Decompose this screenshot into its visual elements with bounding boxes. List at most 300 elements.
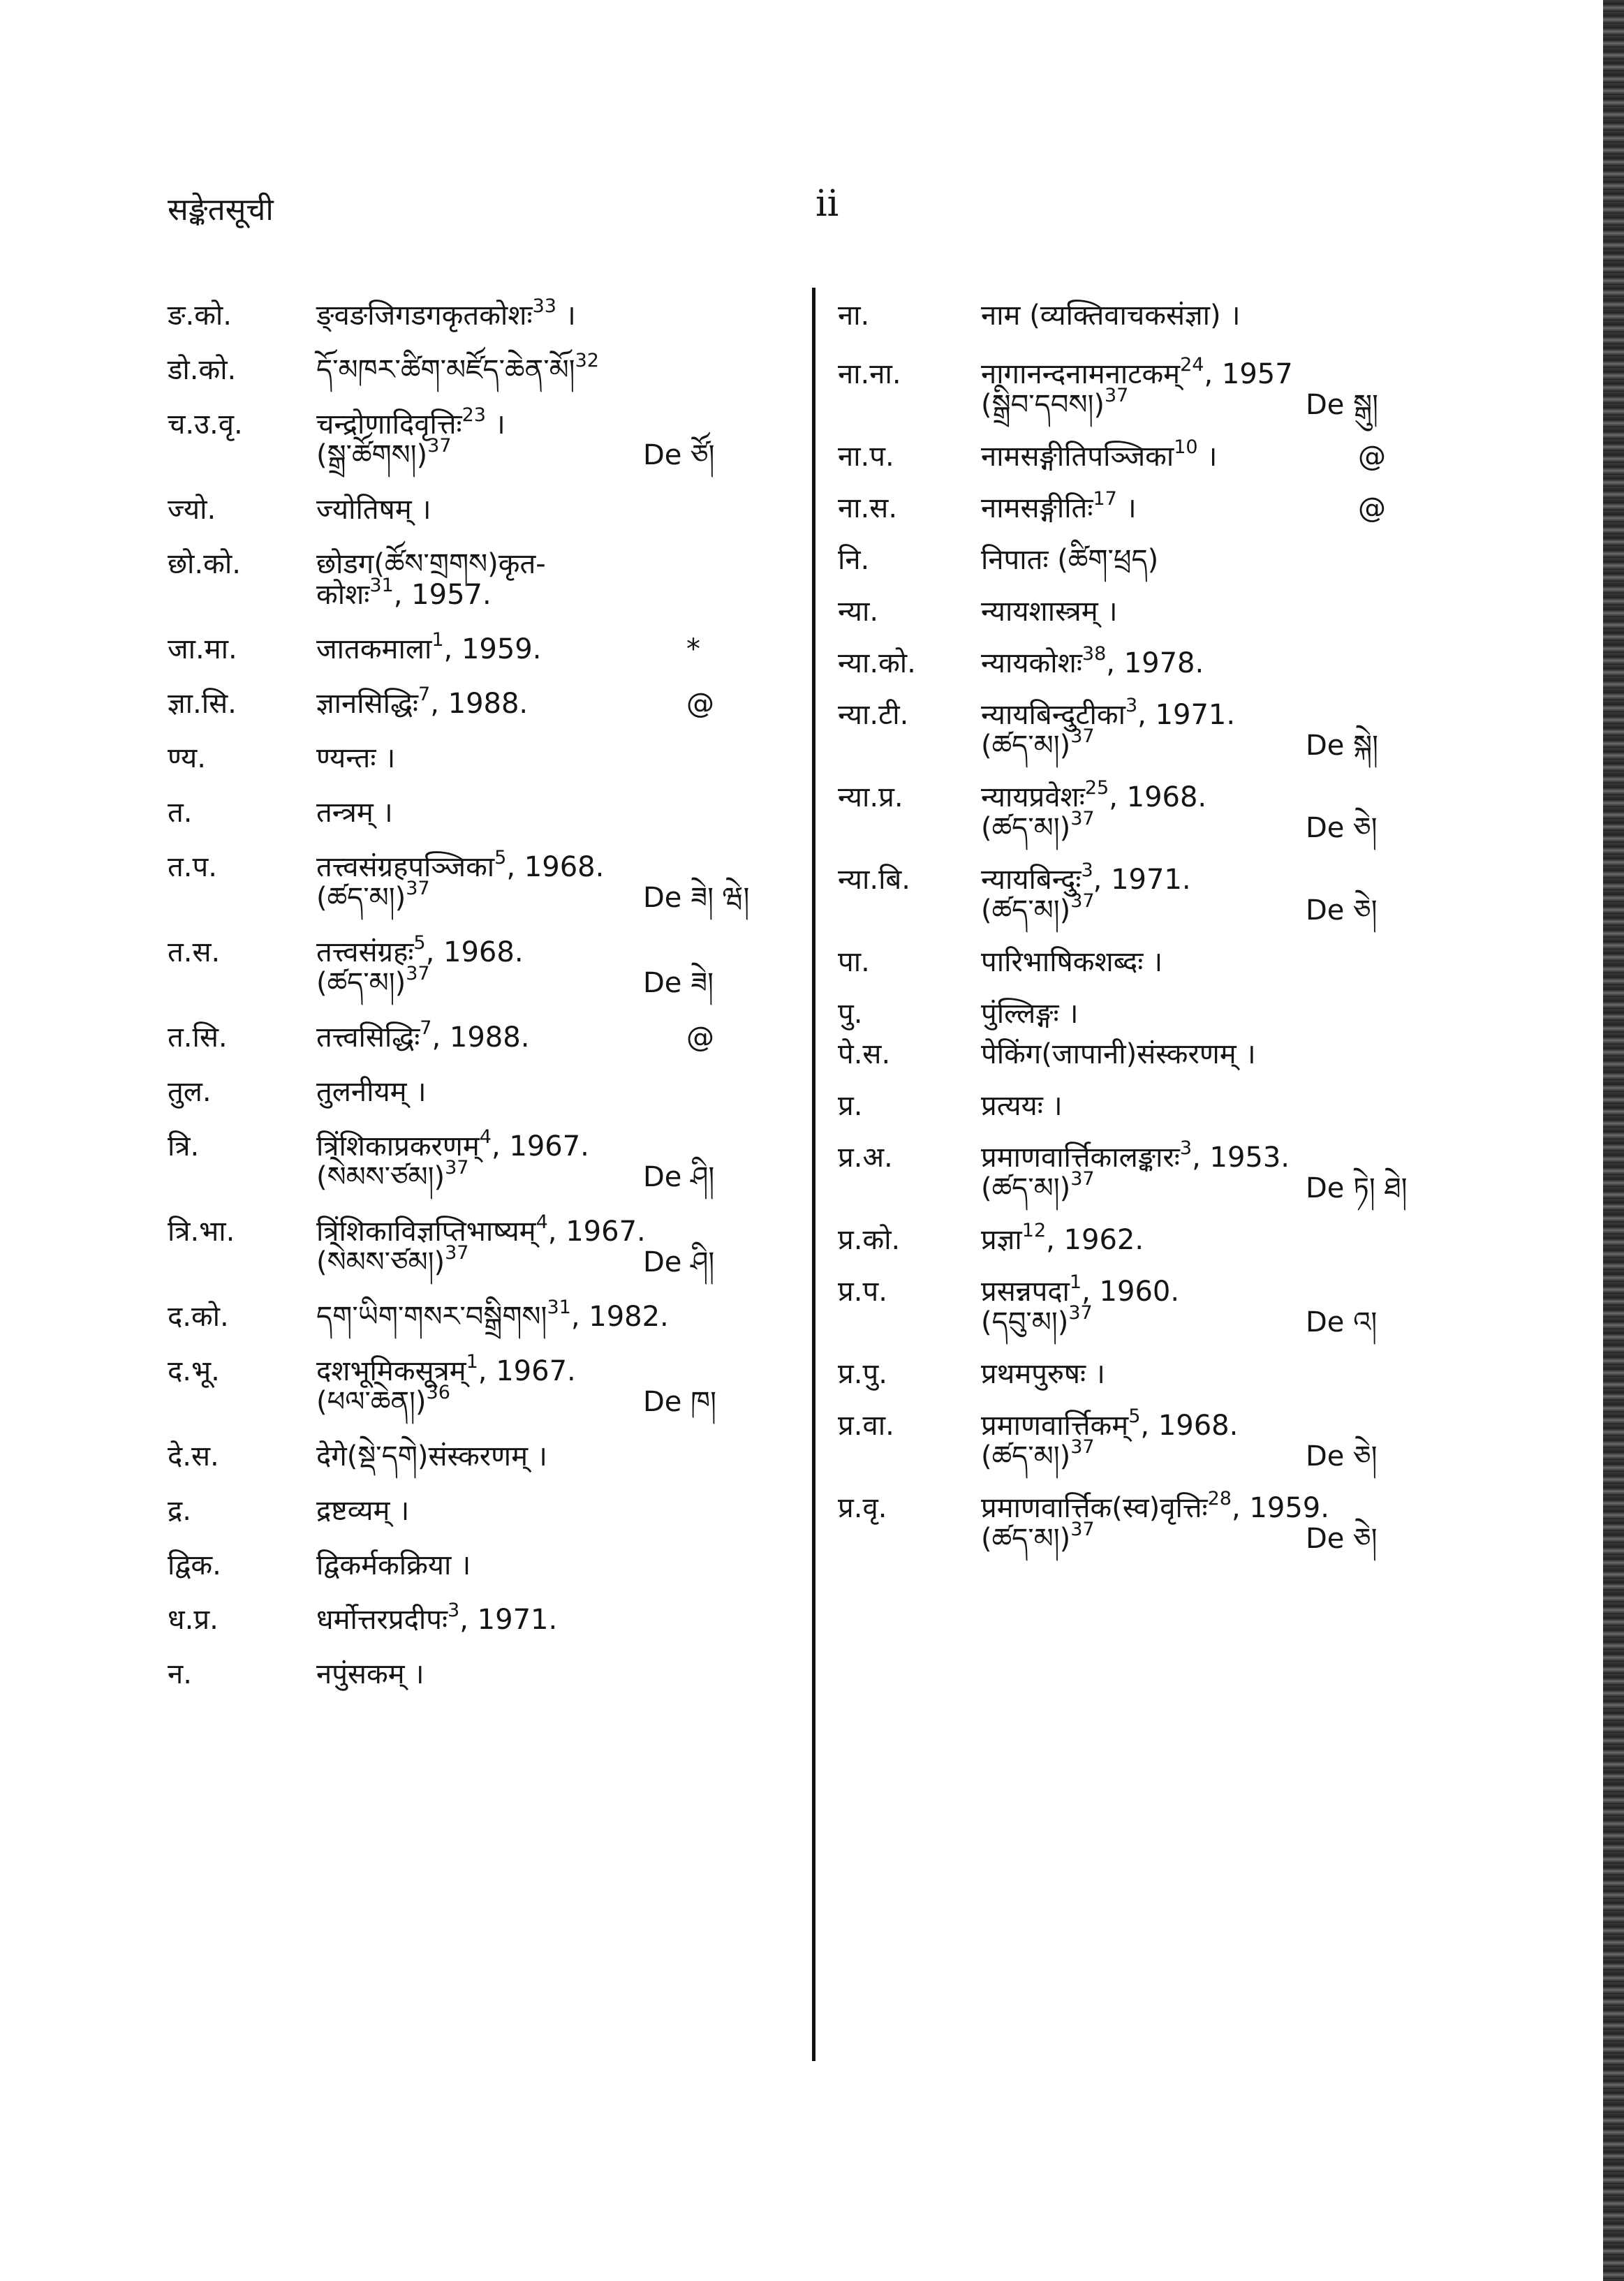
entry-main-text: प्रसन्नपदा: [981, 1276, 1070, 1308]
abbreviation: ज्ञा.सि.: [168, 688, 237, 720]
entry-description: [316, 1211, 782, 1278]
entry-text: [981, 807, 1095, 844]
entry-main-text: (ཚད་མ།): [981, 1440, 1071, 1472]
entry-line: [316, 628, 782, 665]
entry-text: [316, 494, 431, 525]
entry-main-text: न्यायकोशः: [981, 647, 1082, 679]
entry-description: [316, 1350, 782, 1418]
abbreviation-entry: [838, 694, 1410, 762]
entry-year: ।: [485, 408, 505, 441]
entry-line: [981, 889, 1410, 927]
entry-text: [316, 1156, 469, 1193]
entry-main-text: प्रज्ञा: [981, 1224, 1022, 1256]
abbreviation-entry: [168, 1550, 782, 1581]
reference-number: 7: [420, 1017, 432, 1039]
entry-text: [316, 846, 605, 883]
entry-text: [981, 1219, 1144, 1256]
entry-line: [316, 1077, 782, 1107]
reference-number: 37: [406, 877, 430, 899]
entry-line: [316, 797, 782, 828]
entry-line: [316, 1156, 782, 1193]
entry-main-text: (སེམས་ཙམ།): [316, 1246, 445, 1278]
reference-number: 31: [369, 574, 394, 596]
reference-number: 37: [1068, 1301, 1093, 1324]
derge-reference: De ཤི།: [643, 1246, 715, 1278]
abbreviation: प्र.को.: [838, 1224, 901, 1256]
entry-text: [316, 1296, 669, 1333]
abbreviation: ध.प्र.: [168, 1604, 219, 1636]
entry-description: [981, 1405, 1410, 1472]
entry-text: [316, 877, 430, 914]
entry-description: [981, 1219, 1410, 1256]
entry-line: [316, 683, 782, 720]
entry-main-text: ज्योतिषम् ।: [316, 494, 431, 526]
entry-description: [316, 549, 782, 610]
entry-description: [981, 300, 1410, 331]
entry-main-text: तत्त्वसंग्रहपञ्जिका: [316, 851, 495, 883]
entry-line: [981, 1039, 1410, 1070]
entry-year: , 1968.: [1109, 781, 1207, 813]
derge-reference: De ཅེ།: [1306, 1440, 1378, 1472]
entry-text: [981, 353, 1293, 390]
entry-main-text: तुलनीयम् ।: [316, 1076, 427, 1108]
entry-text: [316, 797, 393, 828]
reference-number: 36: [426, 1381, 450, 1403]
entry-main-text: प्रमाणवार्त्तिकालङ्कारः: [981, 1142, 1180, 1174]
abbreviation-entry: [168, 404, 782, 471]
abbreviation: न्या.: [838, 596, 879, 628]
entry-text: [981, 1405, 1239, 1442]
entry-main-text: नामसङ्गीतिः: [981, 492, 1093, 524]
entry-text: [316, 295, 576, 332]
abbreviation: द्विक.: [168, 1549, 221, 1581]
entry-line: [316, 349, 782, 386]
entry-main-text: पारिभाषिकशब्दः ।: [981, 946, 1163, 978]
entry-main-text: प्रत्ययः ।: [981, 1090, 1063, 1122]
entry-description: [981, 642, 1410, 679]
reference-number: 1: [431, 628, 444, 651]
abbreviation: प्र.: [838, 1090, 863, 1122]
source-mark: *: [686, 633, 700, 665]
entry-year: , 1957: [1204, 358, 1293, 390]
reference-number: 7: [418, 683, 431, 705]
entry-line: [316, 1350, 782, 1387]
derge-reference: De འ།: [1306, 1306, 1378, 1338]
entry-text: [316, 404, 505, 441]
abbreviation-entry: [168, 349, 782, 386]
entry-main-text: निपातः (ཚིག་ཕྲད): [981, 544, 1159, 576]
abbreviation-entry: [168, 295, 782, 332]
abbreviation: जा.मा.: [168, 633, 237, 665]
entry-line: [981, 353, 1410, 390]
abbreviation: त.स.: [168, 936, 221, 968]
entry-description: [316, 1077, 782, 1107]
entry-main-text: दशभूमिकसूत्रम्: [316, 1355, 466, 1387]
page-number: ii: [815, 183, 839, 225]
abbreviation-entry: [838, 353, 1410, 421]
abbreviation: द्र.: [168, 1495, 191, 1527]
entry-line: [316, 1441, 782, 1472]
derge-reference: De ཙོ།: [643, 439, 715, 471]
abbreviation: न्या.को.: [838, 647, 916, 679]
entry-text: [981, 487, 1137, 524]
abbreviation: त.प.: [168, 851, 217, 883]
abbreviation-entry: [168, 1496, 782, 1526]
entry-main-text: न्यायबिन्दुः: [981, 864, 1082, 896]
entry-main-text: (ཚད་མ།): [981, 1523, 1071, 1555]
entry-description: [316, 1125, 782, 1193]
entry-main-text: དོ་མཁར་ཚིག་མཛོད་ཆེན་མོ།: [316, 354, 575, 386]
column-divider: [812, 288, 815, 2061]
entry-line: [981, 1271, 1410, 1308]
entry-main-text: नाम (व्यक्तिवाचकसंज्ञा) ।: [981, 300, 1241, 332]
entry-text: [316, 1077, 426, 1107]
abbreviation: तुल.: [168, 1076, 212, 1108]
entry-main-text: न्यायप्रवेशः: [981, 781, 1085, 813]
entry-main-text: ज्ञानसिद्धिः: [316, 688, 418, 720]
reference-number: 37: [427, 434, 452, 457]
entry-line: [981, 487, 1410, 524]
page-title: सङ्केतसूची: [168, 192, 274, 228]
entry-line: [981, 545, 1410, 575]
entry-text: [316, 628, 542, 665]
entry-line: [981, 1487, 1410, 1524]
abbreviation: प्र.वृ.: [838, 1492, 887, 1524]
abbreviation-entry: [838, 1271, 1410, 1338]
entry-main-text: चन्द्रोणादिवृत्तिः: [316, 408, 462, 441]
entry-year: , 1957.: [393, 579, 492, 611]
abbreviation: प्र.वा.: [838, 1410, 894, 1442]
entry-year: , 1988.: [430, 688, 529, 720]
entry-year: , 1978.: [1106, 647, 1204, 679]
entry-line: [316, 1659, 782, 1690]
reference-number: 37: [445, 1241, 469, 1264]
reference-number: 1: [466, 1350, 478, 1373]
entry-main-text: नपुंसकम् ।: [316, 1658, 425, 1690]
abbreviation-entry: [168, 1211, 782, 1278]
entry-description: [316, 797, 782, 828]
entry-text: [981, 1039, 1256, 1070]
entry-text: [316, 574, 492, 611]
abbreviation: त्रि.भा.: [168, 1216, 235, 1248]
abbreviation: पा.: [838, 946, 870, 978]
entry-description: [981, 1137, 1410, 1204]
entry-text: [981, 694, 1236, 731]
reference-number: 37: [1070, 1518, 1095, 1540]
entry-line: [981, 1435, 1410, 1472]
entry-year: , 1960.: [1082, 1276, 1180, 1308]
abbreviation: पे.स.: [838, 1038, 891, 1070]
entry-main-text: प्रमाणवार्त्तिकम्: [981, 1410, 1129, 1442]
entry-line: [981, 436, 1410, 473]
entry-text: [316, 434, 452, 471]
entry-main-text: त्रिंशिकाप्रकरणम्: [316, 1130, 480, 1162]
entry-main-text: प्रथमपुरुषः ।: [981, 1358, 1105, 1390]
entry-line: [981, 1167, 1410, 1204]
entry-description: [981, 1091, 1410, 1121]
abbreviation-entry: [838, 776, 1410, 844]
entry-line: [981, 1405, 1410, 1442]
entry-description: [316, 683, 782, 720]
entry-line: [981, 596, 1410, 627]
entry-main-text: न्यायबिन्दुटीका: [981, 699, 1125, 731]
reference-number: 38: [1082, 642, 1107, 665]
entry-line: [316, 1017, 782, 1054]
entry-description: [981, 1039, 1410, 1070]
entry-year: , 1982.: [570, 1301, 669, 1333]
entry-main-text: (སྒྲིབ་དབས།): [981, 389, 1105, 421]
entry-text: [981, 384, 1129, 421]
abbreviation: डो.को.: [168, 354, 237, 386]
reference-number: 37: [406, 962, 430, 984]
abbreviation-entry: [838, 642, 1410, 679]
reference-number: 17: [1093, 487, 1117, 510]
abbreviation-entry: [168, 628, 782, 665]
abbreviation-entry: [838, 596, 1410, 627]
entry-text: [316, 1550, 471, 1581]
entry-description: [316, 1017, 782, 1054]
entry-main-text: (སྒྲ་ཚོགས།): [316, 439, 428, 471]
source-mark: @: [686, 1021, 714, 1054]
abbreviation-entry: [838, 1405, 1410, 1472]
reference-number: 37: [1070, 725, 1095, 747]
entry-description: [316, 628, 782, 665]
abbreviation-list-right: [838, 300, 1410, 1554]
abbreviation-entry: [168, 549, 782, 610]
reference-number: 37: [1070, 889, 1095, 912]
entry-main-text: प्रमाणवार्त्तिक(स्व)वृत्तिः: [981, 1492, 1208, 1524]
entry-main-text: न्यायशास्त्रम् ।: [981, 596, 1118, 628]
entry-line: [981, 300, 1410, 331]
entry-main-text: पेकिंग(जापानी)संस्करणम् ।: [981, 1038, 1256, 1070]
reference-number: 5: [494, 846, 507, 869]
entry-line: [981, 1359, 1410, 1389]
abbreviation-entry: [168, 1441, 782, 1472]
abbreviation: ज्यो.: [168, 494, 216, 526]
entry-description: [981, 776, 1410, 844]
entry-text: [981, 642, 1204, 679]
entry-year: , 1959.: [1231, 1492, 1329, 1524]
reference-number: 10: [1174, 436, 1198, 458]
reference-number: 3: [1179, 1137, 1193, 1159]
entry-main-text: (ཚད་མ།): [981, 894, 1071, 927]
entry-main-text: (ཕལ་ཆེན།): [316, 1386, 427, 1418]
entry-line: [316, 404, 782, 441]
entry-description: [981, 596, 1410, 627]
reference-number: 4: [536, 1211, 548, 1233]
abbreviation: प्र.अ.: [838, 1142, 893, 1174]
abbreviation: ना.ना.: [838, 358, 901, 390]
scanned-page-edge: [1603, 0, 1624, 2281]
abbreviation-entry: [838, 1137, 1410, 1204]
entry-text: [316, 1599, 558, 1636]
entry-text: [316, 1441, 547, 1472]
entry-description: [981, 859, 1410, 927]
entry-line: [316, 494, 782, 525]
entry-description: [981, 1271, 1410, 1338]
entry-main-text: (སེམས་ཙམ།): [316, 1161, 445, 1193]
entry-description: [981, 998, 1410, 1029]
entry-description: [316, 1550, 782, 1581]
abbreviation-entry: [168, 1659, 782, 1690]
entry-text: [981, 1359, 1105, 1389]
abbreviation-entry: [168, 931, 782, 999]
entry-line: [316, 1241, 782, 1278]
entry-year: , 1971.: [1137, 699, 1236, 731]
abbreviation: त.: [168, 797, 193, 829]
entry-description: [316, 1296, 782, 1333]
entry-line: [981, 694, 1410, 731]
entry-text: [316, 962, 430, 999]
entry-description: [981, 436, 1410, 473]
entry-description: [316, 1659, 782, 1690]
reference-number: 3: [1081, 859, 1093, 881]
reference-number: 37: [1070, 807, 1095, 829]
abbreviation: ङ.को.: [168, 300, 232, 332]
entry-main-text: तत्त्वसिद्धिः: [316, 1021, 420, 1054]
entry-year: , 1988.: [431, 1021, 530, 1054]
abbreviation: नि.: [838, 544, 870, 576]
entry-text: [981, 436, 1218, 473]
entry-text: [981, 596, 1118, 627]
entry-main-text: (ཚད་མ།): [981, 1172, 1071, 1204]
entry-text: [316, 743, 395, 774]
entry-text: [316, 1241, 469, 1278]
entry-line: [981, 1301, 1410, 1338]
entry-main-text: ण्यन्तः ।: [316, 742, 396, 774]
derge-reference: De ཁ།: [643, 1386, 717, 1418]
derge-reference: De སྒུ།: [1306, 389, 1379, 421]
reference-number: 5: [413, 931, 426, 954]
abbreviation: ना.प.: [838, 441, 894, 473]
reference-number: 32: [575, 349, 599, 371]
entry-text: [316, 1496, 409, 1526]
derge-reference: De ཏེ། ཐེ།: [1306, 1172, 1408, 1204]
entry-description: [981, 1359, 1410, 1389]
entry-line: [316, 1496, 782, 1526]
abbreviation: प्र.पु.: [838, 1358, 887, 1390]
abbreviation-entry: [838, 1219, 1410, 1256]
entry-main-text: छोडग(ཚོས་གྲགས)कृत-: [316, 548, 546, 580]
derge-reference: De ཟེ། ཝེ།: [643, 882, 750, 914]
abbreviation-entry: [838, 998, 1410, 1029]
entry-main-text: धर्मोत्तरप्रदीपः: [316, 1604, 448, 1636]
abbreviation-entry: [168, 683, 782, 720]
entry-main-text: त्रिंशिकाविज्ञप्तिभाष्यम्: [316, 1216, 536, 1248]
entry-line: [316, 1125, 782, 1162]
entry-text: [316, 683, 529, 720]
abbreviation: दे.स.: [168, 1440, 219, 1472]
entry-description: [981, 694, 1410, 762]
abbreviation-entry: [838, 947, 1410, 977]
abbreviation: न्या.प्र.: [838, 781, 903, 813]
entry-description: [981, 487, 1410, 524]
reference-number: 37: [1070, 1435, 1095, 1458]
reference-number: 23: [462, 404, 486, 426]
entry-line: [981, 642, 1410, 679]
abbreviation-list-left: [168, 295, 782, 1690]
entry-line: [316, 434, 782, 471]
entry-line: [316, 1211, 782, 1248]
abbreviation: ना.: [838, 300, 870, 332]
reference-number: 1: [1069, 1271, 1082, 1293]
abbreviation-entry: [168, 1350, 782, 1418]
entry-main-text: དག་ཡིག་གསར་བསྒྲིགས།: [316, 1301, 547, 1333]
abbreviation: छो.को.: [168, 548, 241, 580]
entry-description: [981, 1487, 1410, 1555]
entry-text: [981, 947, 1162, 977]
entry-year: , 1971.: [1093, 864, 1191, 896]
entry-line: [981, 725, 1410, 762]
abbreviation-entry: [838, 300, 1410, 331]
entry-text: [981, 1435, 1095, 1472]
entry-year: , 1968.: [425, 936, 524, 968]
source-mark: @: [686, 688, 714, 720]
entry-main-text: (དབུ་མ།): [981, 1306, 1069, 1338]
entry-text: [981, 545, 1158, 575]
entry-line: [981, 1091, 1410, 1121]
entry-line: [981, 998, 1410, 1029]
entry-year: ।: [556, 300, 576, 332]
abbreviation-entry: [838, 487, 1410, 524]
abbreviation: द.को.: [168, 1301, 229, 1333]
derge-reference: De ཟེ།: [643, 967, 714, 999]
abbreviation: न्या.बि.: [838, 864, 910, 896]
entry-text: [981, 725, 1095, 762]
abbreviation: न्या.टी.: [838, 699, 909, 731]
entry-main-text: पुंल्लिङ्गः ।: [981, 998, 1079, 1030]
entry-text: [981, 1137, 1290, 1174]
reference-number: 31: [547, 1296, 571, 1318]
entry-description: [316, 931, 782, 999]
entry-line: [981, 1219, 1410, 1256]
entry-year: , 1968.: [506, 851, 605, 883]
entry-line: [981, 947, 1410, 977]
entry-main-text: (ཚད་མ།): [316, 967, 406, 999]
abbreviation-entry: [838, 1359, 1410, 1389]
reference-number: 33: [532, 295, 556, 317]
entry-text: [981, 1301, 1093, 1338]
entry-main-text: नागानन्दनामनाटकम्: [981, 358, 1181, 390]
reference-number: 37: [445, 1156, 469, 1179]
entry-text: [316, 1211, 646, 1248]
abbreviation-entry: [838, 859, 1410, 927]
entry-main-text: (ཚད་མ།): [316, 882, 406, 914]
abbreviation: द.भू.: [168, 1355, 220, 1387]
abbreviation-entry: [168, 743, 782, 774]
entry-description: [316, 1441, 782, 1472]
derge-reference: De སྐེ།: [1306, 730, 1379, 762]
entry-main-text: नामसङ्गीतिपञ्जिका: [981, 441, 1174, 473]
entry-line: [316, 574, 782, 611]
derge-reference: De ཅེ།: [1306, 812, 1378, 844]
entry-main-text: कोशः: [316, 579, 370, 611]
entry-year: , 1971.: [459, 1604, 558, 1636]
entry-text: [981, 1091, 1063, 1121]
entry-text: [316, 1017, 530, 1054]
derge-reference: De ཅེ།: [1306, 1523, 1378, 1555]
abbreviation-entry: [838, 1039, 1410, 1070]
entry-description: [316, 846, 782, 914]
entry-line: [981, 807, 1410, 844]
abbreviation-entry: [838, 1091, 1410, 1121]
entry-year: , 1962.: [1046, 1224, 1144, 1256]
entry-main-text: तत्त्वसंग्रहः: [316, 936, 414, 968]
entry-main-text: (ཚད་མ།): [981, 730, 1071, 762]
reference-number: 3: [448, 1599, 460, 1621]
abbreviation: न.: [168, 1658, 192, 1690]
entry-line: [981, 776, 1410, 813]
